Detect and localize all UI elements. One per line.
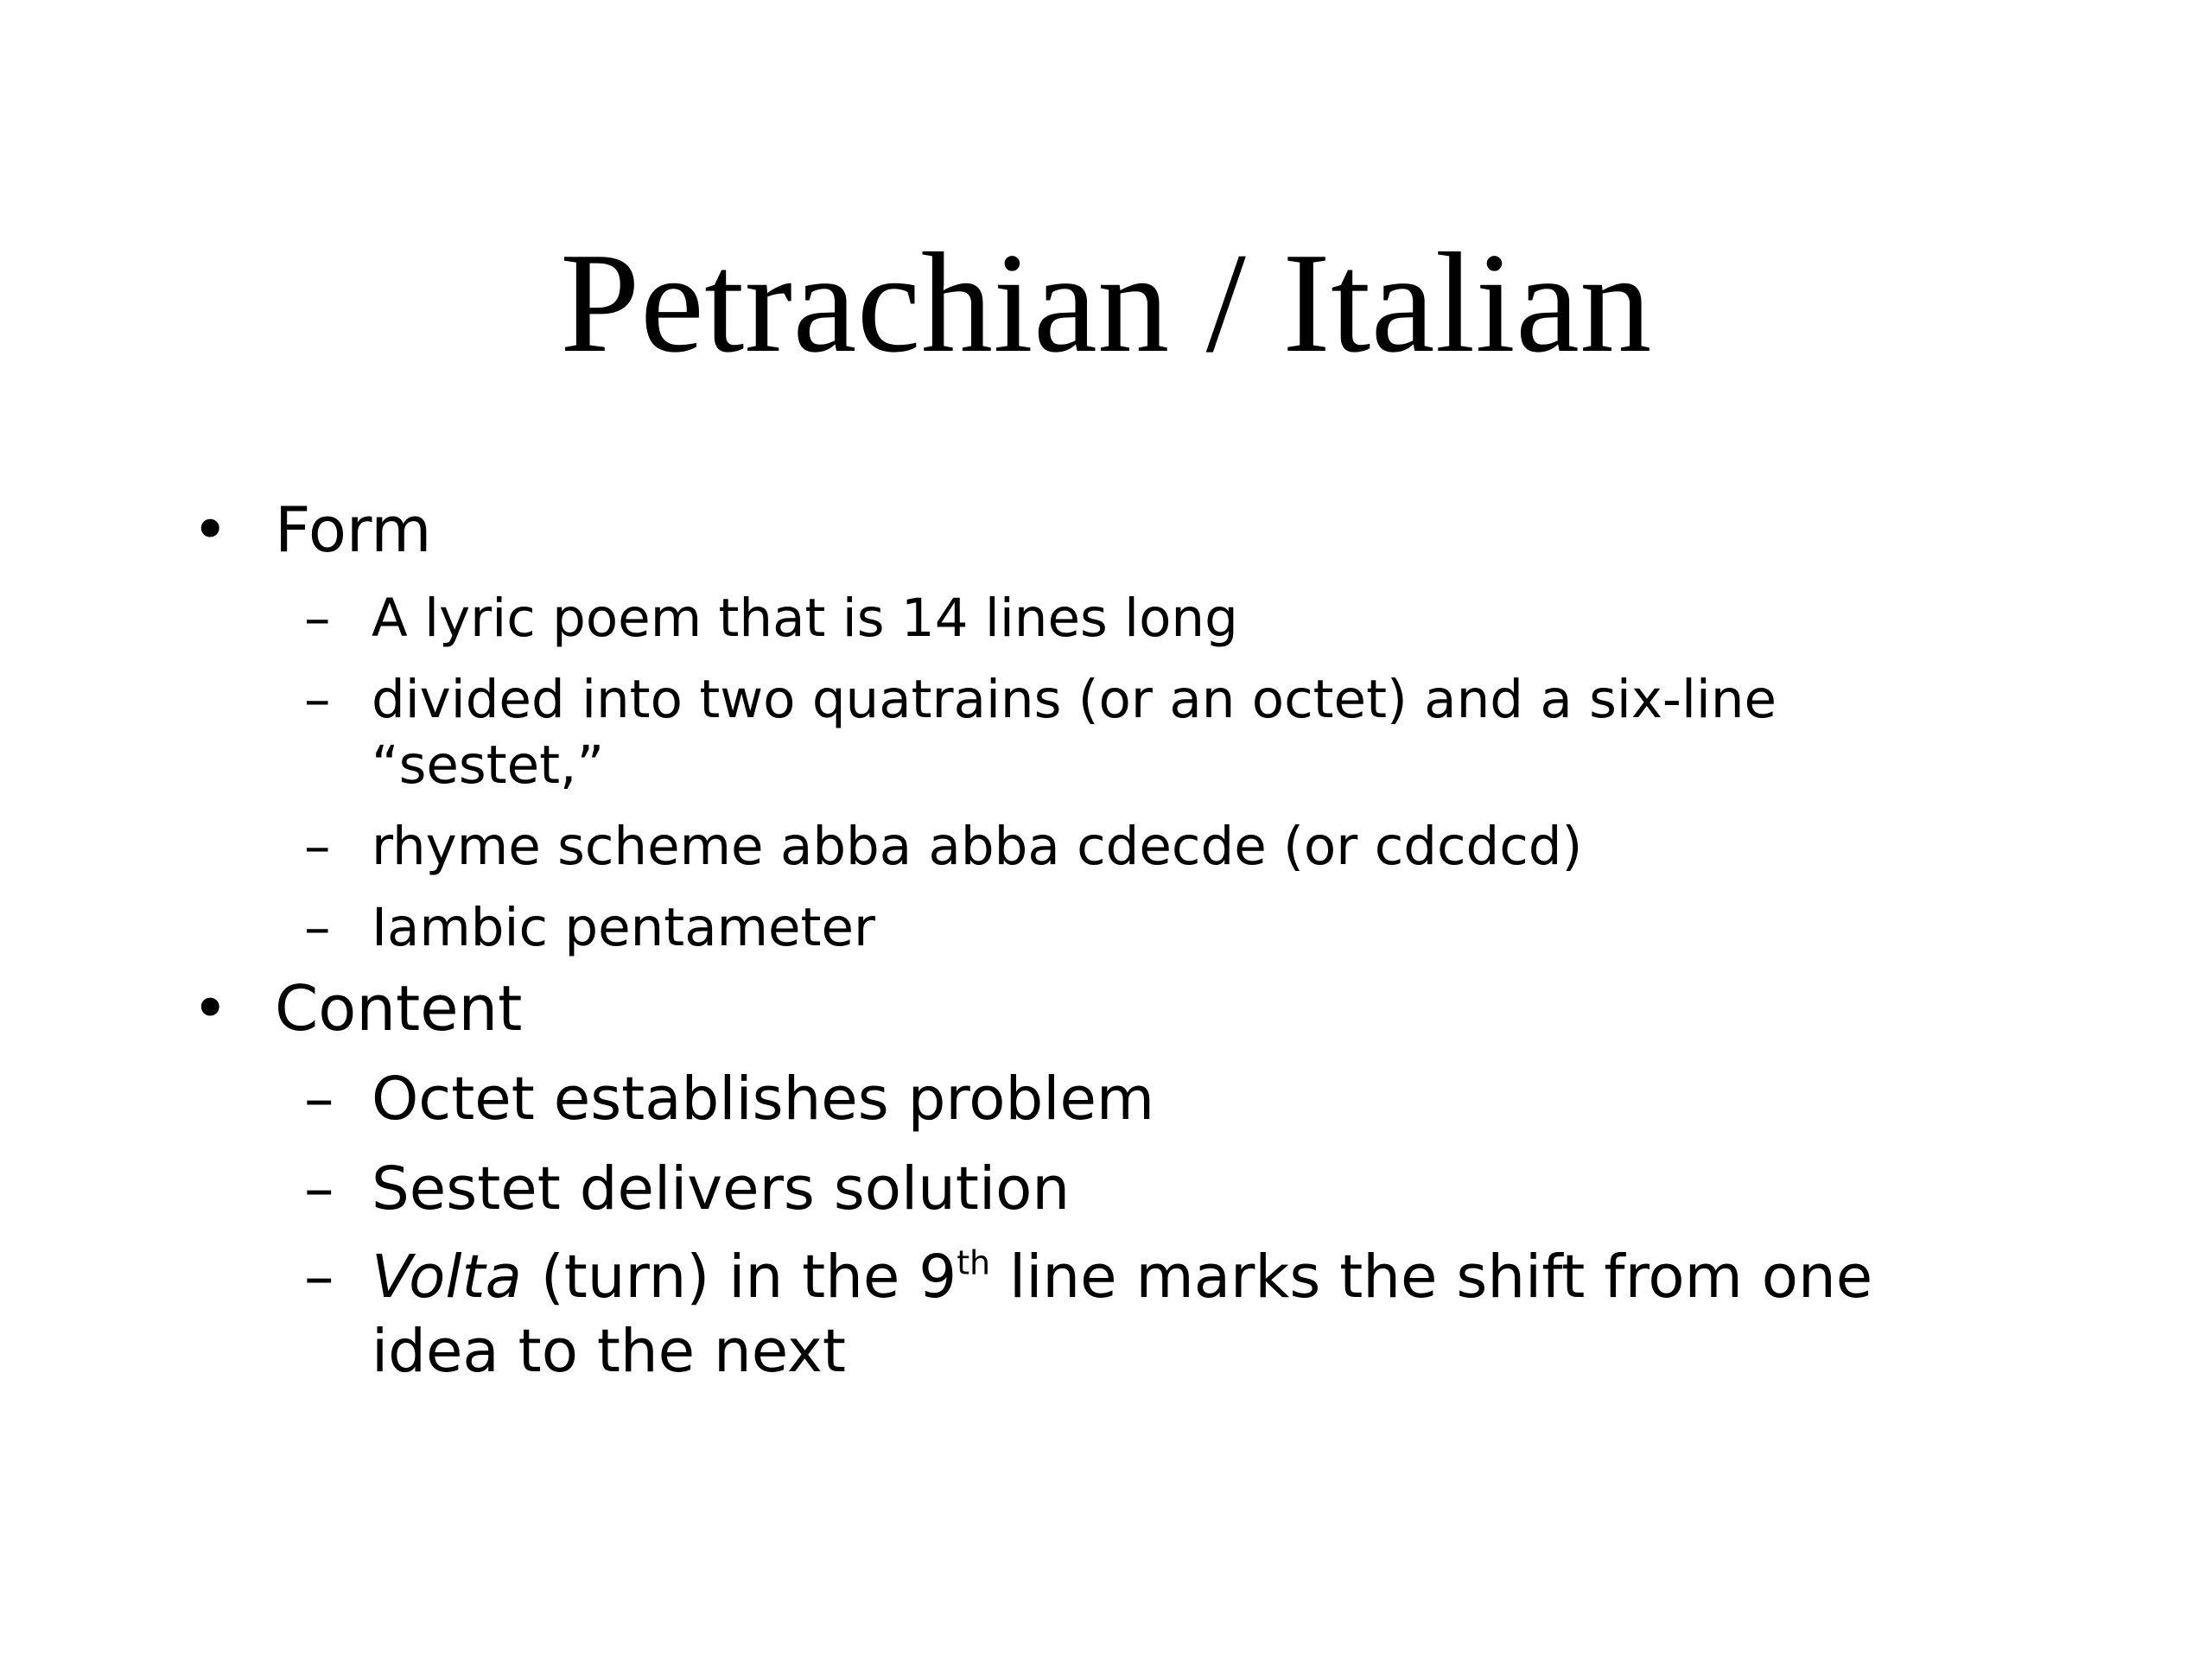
dash-icon: – [304, 1065, 334, 1134]
dash-icon: – [304, 1243, 334, 1312]
bullet-icon: • [192, 972, 229, 1045]
dash-icon: – [304, 588, 331, 649]
volta-term: Volta [372, 1243, 522, 1312]
slide-title: Petrachian / Italian [560, 223, 1652, 382]
sub-item-text: rhyme scheme abba abba cdecde (or cdcdcd) [372, 816, 1583, 877]
dash-icon: – [304, 1154, 334, 1224]
sub-item-text: “sestet,” [372, 734, 605, 796]
sub-item-text: A lyric poem that is 14 lines long [372, 588, 1238, 649]
dash-icon: – [304, 897, 331, 958]
sub-item-text: divided into two quatrains (or an octet) and a six-line [372, 669, 1777, 730]
bullet-label: Content [275, 972, 523, 1045]
dash-icon: – [304, 669, 331, 730]
sub-item-text [372, 1241, 1872, 1313]
volta-text-before: (turn) in the 9 [521, 1243, 957, 1312]
sub-item-text: Octet establishes problem [372, 1065, 1155, 1134]
sub-item-text: Sestet delivers solution [372, 1154, 1071, 1224]
dash-icon: – [304, 816, 331, 877]
volta-text-after: line marks the shift from one [990, 1243, 1873, 1312]
bullet-label: Form [275, 493, 432, 566]
bullet-icon: • [192, 493, 229, 566]
ordinal-suffix: th [957, 1243, 991, 1282]
sub-item-text: idea to the next [372, 1317, 846, 1386]
sub-item-text: Iambic pentameter [372, 897, 876, 958]
